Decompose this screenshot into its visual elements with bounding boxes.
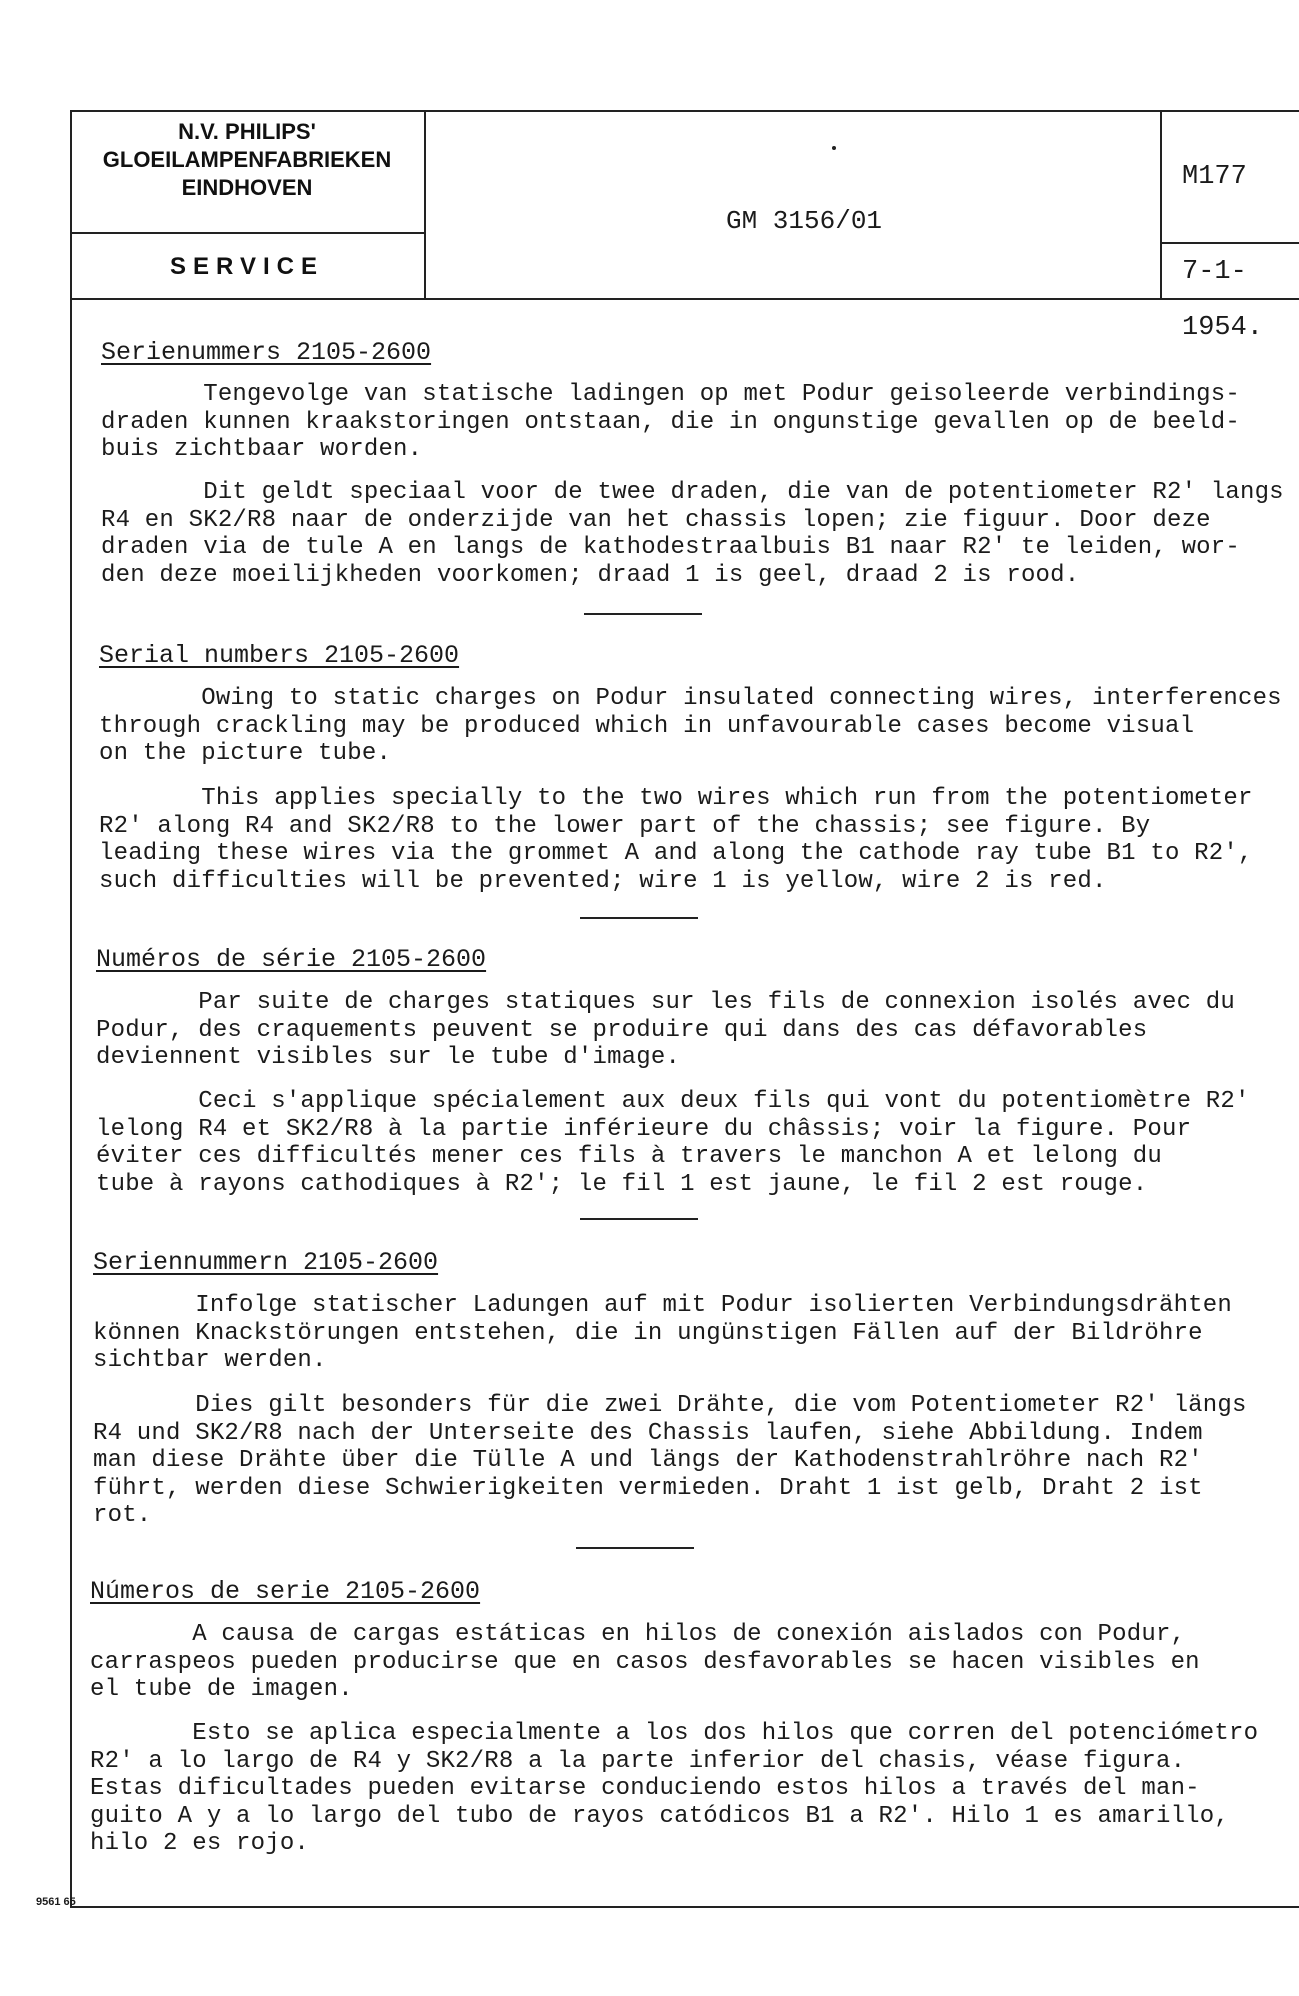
- company-line-1: N.V. PHILIPS': [178, 119, 316, 144]
- company-line-3: EINDHOVEN: [181, 175, 313, 200]
- dot-mark: [832, 146, 836, 150]
- document-date: 7-1-1954.: [1182, 257, 1264, 343]
- section-para-german-2: Dies gilt besonders für die zwei Drähte, die vom Potentiometer R2' längs R4 und SK2/R8 nach der Unterseite des Chassis laufen, siehe Abbildung. Indem man diese Drähte über die Tülle A und längs der Kathodenstrahlröhre nach R2' führt, werden diese Schwierigkeiten vermieden. Draht 1 ist gelb, Draht 2 ist rot.: [93, 1392, 1247, 1529]
- section-para-french-2: Ceci s'applique spécialement aux deux fils qui vont du potentiomètre R2' lelong R4 et SK2/R8 à la partie inférieure du châssis; voir la figure. Pour éviter ces difficultés mener ces fils à travers le manchon A et lelong du tube à rayons cathodiques à R2'; le fil 1 est jaune, le fil 2 est rouge.: [96, 1088, 1250, 1198]
- model-cell: [426, 110, 1162, 300]
- company-cell: [70, 110, 426, 234]
- section-divider: [580, 1218, 698, 1220]
- section-heading-german: Seriennummern 2105-2600: [93, 1248, 439, 1277]
- section-para-german-1: Infolge statischer Ladungen auf mit Podur isolierten Verbindungsdrähten können Knackstörungen entstehen, die in ungünstigen Fällen auf der Bildröhre sichtbar werden.: [93, 1292, 1232, 1374]
- document-code: M177: [1162, 110, 1299, 244]
- service-label: SERVICE: [70, 234, 426, 300]
- section-heading-french: Numéros de série 2105-2600: [96, 945, 487, 974]
- footer-code: 9561 65: [36, 1896, 76, 1908]
- section-heading-dutch: Serienummers 2105-2600: [101, 338, 432, 367]
- section-heading-english: Serial numbers 2105-2600: [99, 641, 460, 670]
- section-para-dutch-2: Dit geldt speciaal voor de twee draden, die van de potentiometer R2' langs R4 en SK2/R8 naar de onderzijde van het chassis lopen; zie figuur. Door deze draden via de tule A en langs de kathodestraalbuis B1 naar R2' te leiden, wor- den deze moeilijkheden voorkomen; draad 1 is geel, draad 2 is rood.: [101, 479, 1284, 589]
- section-para-dutch-1: Tengevolge van statische ladingen op met Podur geisoleerde verbindings- draden kunnen kraakstoringen ontstaan, die in ongunstige gevallen op de beeld- buis zichtbaar worden.: [101, 381, 1240, 463]
- model-number: GM 3156/01: [726, 206, 883, 236]
- company-line-2: GLOEILAMPENFABRIEKEN: [102, 147, 392, 172]
- section-heading-spanish: Números de serie 2105-2600: [90, 1577, 481, 1606]
- section-para-spanish-2: Esto se aplica especialmente a los dos hilos que corren del potenciómetro R2' a lo largo de R4 y SK2/R8 a la parte inferior del chasis, véase figura. Estas dificultades pueden evitarse conduciendo estos hilos a través del man- guito A y a lo largo del tubo de rayos catódicos B1 a R2'. Hilo 1 es amarillo, hilo 2 es rojo.: [90, 1720, 1259, 1857]
- section-para-french-1: Par suite de charges statiques sur les fils de connexion isolés avec du Podur, des craquements peuvent se produire qui dans des cas défavorables deviennent visibles sur le tube d'image.: [96, 989, 1235, 1071]
- section-divider: [584, 613, 702, 615]
- section-divider: [580, 917, 698, 919]
- section-para-spanish-1: A causa de cargas estáticas en hilos de conexión aislados con Podur, carraspeos pueden producirse que en casos desfavorables se hacen visibles en el tube de imagen.: [90, 1621, 1200, 1703]
- header-block: [70, 110, 1299, 343]
- section-divider: [576, 1547, 694, 1549]
- section-para-english-1: Owing to static charges on Podur insulated connecting wires, interferences through crackling may be produced which in unfavourable cases become visual on the picture tube.: [99, 685, 1282, 767]
- section-para-english-2: This applies specially to the two wires which run from the potentiometer R2' along R4 and SK2/R8 to the lower part of the chassis; see figure. By leading these wires via the grommet A and along the cathode ray tube B1 to R2', such difficulties will be prevented; wire 1 is yellow, wire 2 is red.: [99, 785, 1253, 895]
